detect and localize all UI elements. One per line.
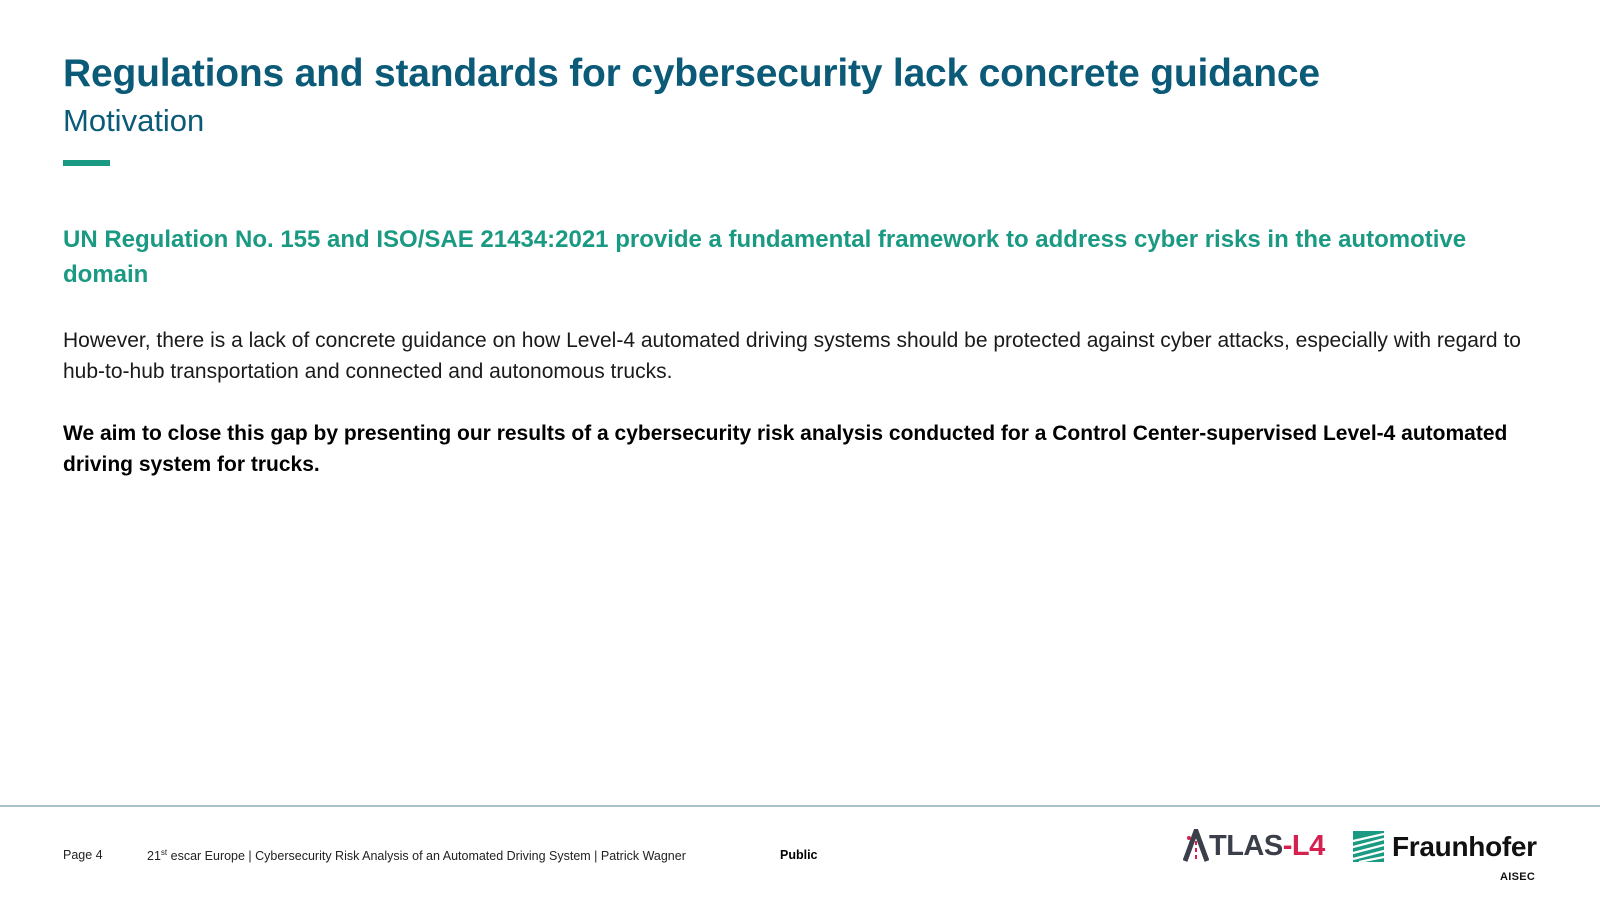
fraunhofer-institute-label: AISEC xyxy=(1500,871,1536,883)
atlas-main-text: TLAS xyxy=(1209,829,1283,862)
body-paragraph: However, there is a lack of concrete guidance on how Level-4 automated driving systems should be protected against cyber attacks, especially with regard to hub-to-hub transportation and connected and autonomous trucks. xyxy=(63,329,1521,383)
atlas-wordmark xyxy=(1209,829,1325,862)
aim-paragraph: We aim to close this gap by presenting our results of a cybersecurity risk analysis conducted for a Control Center-supervised Level-4 automated driving system for trucks. xyxy=(63,422,1508,476)
atlas-dash: - xyxy=(1282,829,1292,862)
footer-meta xyxy=(147,848,686,863)
accent-bar xyxy=(63,160,110,166)
footer-page-number: Page 4 xyxy=(63,848,103,862)
slide-title: Regulations and standards for cybersecurity lack concrete guidance xyxy=(63,52,1320,95)
footer-divider xyxy=(0,805,1600,807)
fraunhofer-mark-icon xyxy=(1353,831,1384,862)
fraunhofer-logo xyxy=(1353,831,1537,862)
atlas-l4-text: L4 xyxy=(1291,829,1325,862)
atlas-l4-logo xyxy=(1183,826,1325,866)
lead-statement: UN Regulation No. 155 and ISO/SAE 21434:2021 provide a fundamental framework to address cyber risks in the automotive domain xyxy=(63,226,1467,288)
footer-meta-text: escar Europe | Cybersecurity Risk Analysis of an Automated Driving System | Patrick Wagner xyxy=(167,849,686,864)
atlas-road-icon xyxy=(1183,829,1209,863)
fraunhofer-wordmark: Fraunhofer xyxy=(1392,830,1537,862)
footer-classification: Public xyxy=(780,848,818,862)
slide-subtitle: Motivation xyxy=(63,103,205,138)
footer-event-suffix: st xyxy=(160,848,168,857)
footer-event-ordinal: 21 xyxy=(147,849,161,864)
